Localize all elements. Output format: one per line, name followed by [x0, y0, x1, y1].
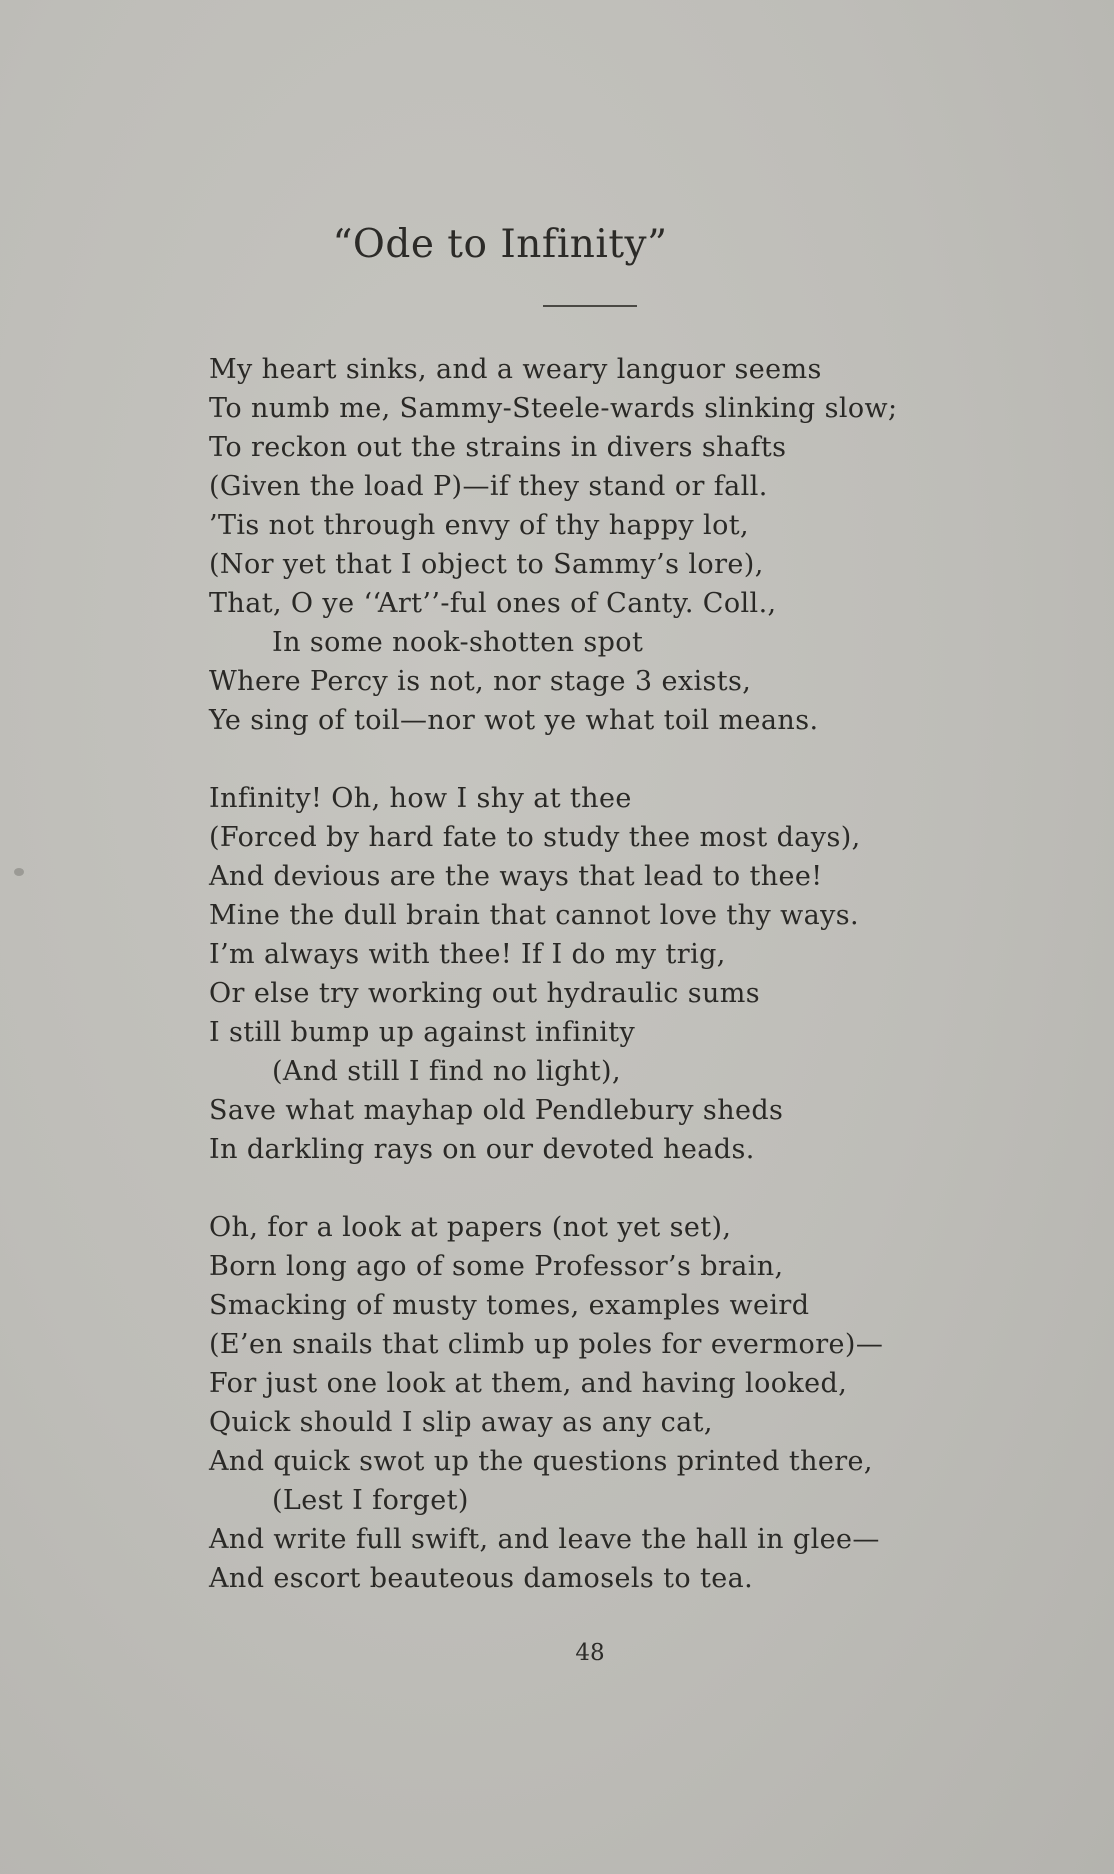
paper-speck	[14, 868, 24, 876]
poem-line: I’m always with thee! If I do my trig,	[209, 939, 726, 970]
poem-line-indented: (Lest I forget)	[272, 1485, 469, 1516]
poem-line-indented: (And still I find no light),	[272, 1056, 621, 1087]
poem-line: And quick swot up the questions printed there,	[209, 1446, 873, 1477]
poem-line: To reckon out the strains in divers shafts	[209, 432, 787, 463]
poem-line: Mine the dull brain that cannot love thy ways.	[209, 900, 859, 931]
poem-line: Save what mayhap old Pendlebury sheds	[209, 1095, 784, 1126]
poem-line: And write full swift, and leave the hall in glee—	[209, 1524, 880, 1555]
poem-line: Where Percy is not, nor stage 3 exists,	[209, 666, 752, 697]
title-divider	[543, 305, 637, 307]
poem-line: And escort beauteous damosels to tea.	[209, 1563, 754, 1594]
stanza-2	[209, 779, 1089, 1169]
poem-line: (Given the load P)—if they stand or fall.	[209, 471, 768, 502]
stanza-3	[209, 1208, 1089, 1598]
poem-line: Ye sing of toil—nor wot ye what toil means.	[209, 705, 819, 736]
poem-line: (Forced by hard fate to study thee most days),	[209, 822, 861, 853]
page-number: 48	[575, 1640, 605, 1666]
poem-line: That, O ye ‘‘Art’’-ful ones of Canty. Coll.,	[209, 588, 777, 619]
poem-line: To numb me, Sammy-Steele-wards slinking slow;	[209, 393, 898, 424]
poem-line: In darkling rays on our devoted heads.	[209, 1134, 755, 1165]
poem-line: For just one look at them, and having looked,	[209, 1368, 848, 1399]
poem-line: (E’en snails that climb up poles for evermore)—	[209, 1329, 884, 1360]
poem-line: Or else try working out hydraulic sums	[209, 978, 761, 1009]
stanza-1	[209, 350, 1089, 740]
poem-line: Oh, for a look at papers (not yet set),	[209, 1212, 732, 1243]
poem-title: “Ode to Infinity”	[332, 222, 668, 267]
poem-line: Smacking of musty tomes, examples weird	[209, 1290, 810, 1321]
poem-line: Born long ago of some Professor’s brain,	[209, 1251, 784, 1282]
poem-line: (Nor yet that I object to Sammy’s lore),	[209, 549, 764, 580]
poem-line: I still bump up against infinity	[209, 1017, 636, 1048]
poem-line: Infinity! Oh, how I shy at thee	[209, 783, 632, 814]
poem-line: Quick should I slip away as any cat,	[209, 1407, 713, 1438]
poem-line: My heart sinks, and a weary languor seems	[209, 354, 822, 385]
poem-body	[209, 350, 1089, 1637]
poem-line: ’Tis not through envy of thy happy lot,	[209, 510, 749, 541]
poem-line: And devious are the ways that lead to thee!	[209, 861, 823, 892]
poem-line-indented: In some nook-shotten spot	[272, 627, 644, 658]
